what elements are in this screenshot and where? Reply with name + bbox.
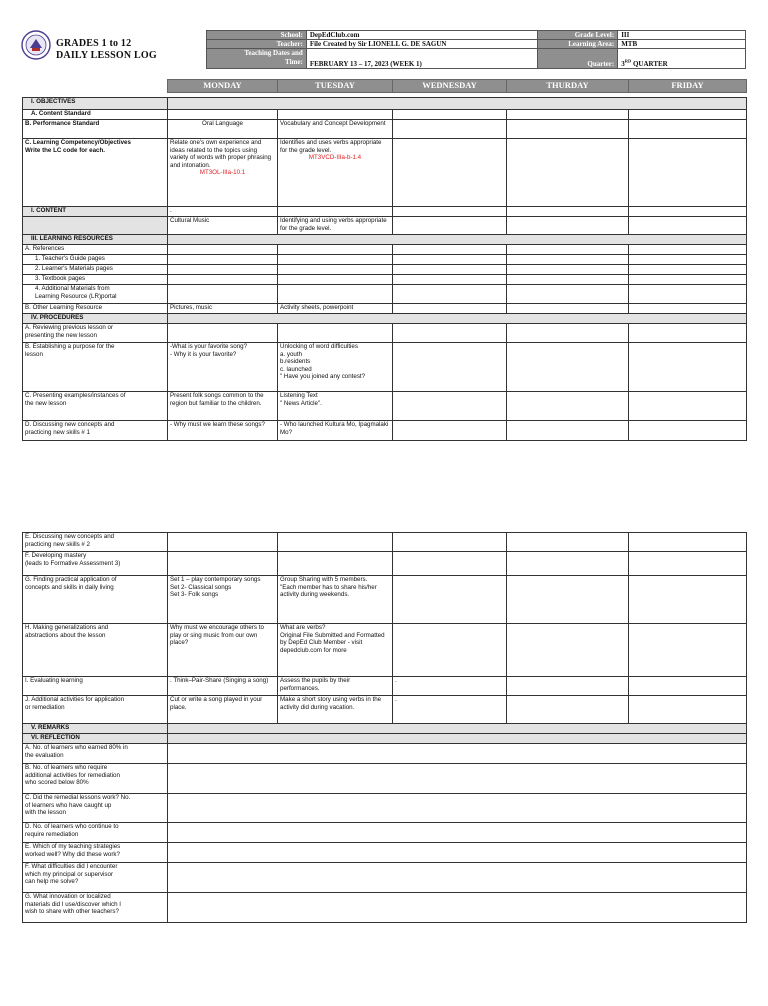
perf-tuesday: Vocabulary and Concept Development <box>278 120 393 139</box>
row-teachers-guide: 1. Teacher's Guide pages <box>23 255 168 265</box>
dates-label-2: Time: <box>285 58 303 66</box>
quarter-label: Quarter: <box>538 49 618 69</box>
title-line-1: GRADES 1 to 12 <box>56 38 132 49</box>
comp-tuesday <box>278 139 393 207</box>
row-learning-competency: C. Learning Competency/Objectives Write the LC code for each. <box>23 139 168 207</box>
school-label: School: <box>207 31 307 40</box>
row-refl-b: B. No. of learners who require additional activities for remediation who scored below 80% <box>23 764 168 794</box>
content-tuesday: Identifying and using verbs appropriate for the grade level. <box>278 217 393 235</box>
section-procedures: IV. PROCEDURES <box>23 314 168 324</box>
school-value: DepEdClub.com <box>306 31 538 40</box>
proc-j-monday: Cut or write a song played in your place. <box>168 696 278 724</box>
perf-monday: Oral Language <box>168 120 278 139</box>
section-content: I. CONTENT <box>23 207 168 217</box>
title-line-2: DAILY LESSON LOG <box>56 50 157 61</box>
dates-label-1: Teaching Dates and <box>244 49 303 57</box>
content-monday: Cultural Music <box>168 217 278 235</box>
proc-j-wednesday: . <box>393 696 507 724</box>
row-proc-j: J. Additional activities for application or remediation <box>23 696 168 724</box>
row-performance-standard: B. Performance Standard <box>23 120 168 139</box>
teacher-value: File Created by Sir LIONELL G. DE SAGUN <box>306 40 538 49</box>
proc-c-monday: Present folk songs common to the region but familiar to the children. <box>168 392 278 421</box>
row-proc-h: H. Making generalizations and abstractions about the lesson <box>23 624 168 677</box>
row-content-standard: A. Content Standard <box>23 110 168 120</box>
proc-i-tuesday: Assess the pupils by their performances. <box>278 677 393 696</box>
other-monday: Pictures, music <box>168 304 278 314</box>
row-proc-d: D. Discussing new concepts and practicing new skills # 1 <box>23 421 168 441</box>
row-proc-g: G. Finding practical application of concepts and skills in daily living <box>23 576 168 624</box>
proc-h-monday: Why must we encourage others to play or sing music from our own place? <box>168 624 278 677</box>
row-proc-c: C. Presenting examples/instances of the new lesson <box>23 392 168 421</box>
deped-seal-icon <box>21 30 51 60</box>
proc-c-tuesday: Listening Text " News Article". <box>278 392 393 421</box>
day-friday: FRIDAY <box>629 80 747 93</box>
proc-i-wednesday: . <box>393 677 507 696</box>
grade-value: III <box>618 31 746 40</box>
row-refl-d: D. No. of learners who continue to require remediation <box>23 823 168 843</box>
comp-tuesday-code: MT3VCD-IIIa-b-1.4 <box>308 154 362 161</box>
proc-g-monday: Set 1 – play contemporary songs Set 2- Classical songs Set 3- Folk songs <box>168 576 278 624</box>
day-tuesday: TUESDAY <box>278 80 393 93</box>
proc-g-tuesday: Group Sharing with 5 members. "Each member has to share his/her activity during weekends. <box>278 576 393 624</box>
proc-h-tuesday: What are verbs? Original File Submitted and Formatted by DepEd Club Member - visit depedclub.com for more <box>278 624 393 677</box>
dates-label <box>207 49 307 69</box>
row-refl-g: G. What innovation or localized materials did I use/discover which I wish to share with other teachers? <box>23 893 168 923</box>
row-proc-i: I. Evaluating learning <box>23 677 168 696</box>
proc-i-monday: . Think–Pair-Share (Singing a song) <box>168 677 278 696</box>
section-reflection: VI. REFLECTION <box>23 734 168 744</box>
info-table <box>206 30 746 69</box>
section-objectives: I. OBJECTIVES <box>23 98 168 110</box>
proc-b-monday: -What is your favorite song? - Why it is your favorite? <box>168 343 278 392</box>
row-proc-a: A. Reviewing previous lesson or presenting the new lesson <box>23 324 168 343</box>
row-refl-e: E. Which of my teaching strategies worked well? Why did these work? <box>23 843 168 863</box>
section-learning-resources: III. LEARNING RESOURCES <box>23 235 168 245</box>
row-refl-f: F. What difficulties did I encounter which my principal or supervisor can help me solve? <box>23 863 168 893</box>
row-proc-e: E. Discussing new concepts and practicing new skills # 2 <box>23 533 168 552</box>
row-refl-c: C. Did the remedial lessons work? No. of learners who have caught up with the lesson <box>23 794 168 823</box>
row-textbook-pages: 3. Textbook pages <box>23 275 168 285</box>
row-other-resource: B. Other Learning Resource <box>23 304 168 314</box>
section-remarks: V. REMARKS <box>23 724 168 734</box>
grade-label: Grade Level: <box>538 31 618 40</box>
other-tuesday: Activity sheets, powerpoint <box>278 304 393 314</box>
row-proc-b: B. Establishing a purpose for the lesson <box>23 343 168 392</box>
proc-d-tuesday: - Who launched Kultura Mo, Ipagmalaki Mo? <box>278 421 393 441</box>
comp-tuesday-text: Identifies and uses verbs appropriate for the grade level. <box>280 139 382 154</box>
quarter-word: QUARTER <box>631 60 668 68</box>
content-dot: . <box>168 207 278 217</box>
dates-value: FEBRUARY 13 – 17, 2023 (WEEK 1) <box>306 49 538 69</box>
day-thursday: THURDAY <box>507 80 629 93</box>
quarter-number: 3 <box>621 60 625 68</box>
comp-monday-text: Relate one's own experience and ideas related to the topics using variety of words with proper phrasing and intonation. <box>170 139 272 169</box>
comp-monday <box>168 139 278 207</box>
proc-d-monday: - Why must we learn these songs? <box>168 421 278 441</box>
lesson-grid-part-1 <box>22 79 747 441</box>
row-learners-materials: 2. Learner's Materials pages <box>23 265 168 275</box>
quarter-value <box>618 49 746 69</box>
proc-b-tuesday: Unlocking of word difficulties a. youth b.residents c. launched " Have you joined any contest? <box>278 343 393 392</box>
lesson-grid-part-2 <box>22 532 747 923</box>
day-monday: MONDAY <box>168 80 278 93</box>
teacher-label: Teacher: <box>207 40 307 49</box>
area-value: MTB <box>618 40 746 49</box>
log-title <box>56 38 157 62</box>
row-additional-materials: 4. Additional Materials from Learning Resource (LR)portal <box>23 285 168 304</box>
quarter-suffix: RD <box>624 58 632 64</box>
row-refl-a: A. No. of learners who earned 80% in the evaluation <box>23 744 168 764</box>
row-proc-f: F. Developing mastery (leads to Formative Assessment 3) <box>23 552 168 576</box>
proc-j-tuesday: Make a short story using verbs in the activity did during vacation. <box>278 696 393 724</box>
comp-monday-code: MT3OL-IIIa-10.1 <box>199 169 246 176</box>
row-references: A. References <box>23 245 168 255</box>
area-label: Learning Area: <box>538 40 618 49</box>
day-wednesday: WEDNESDAY <box>393 80 507 93</box>
